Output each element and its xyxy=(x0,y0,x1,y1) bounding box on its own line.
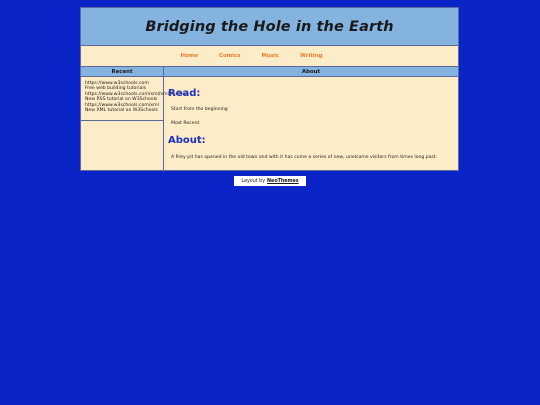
nav-comics-link[interactable]: Comics xyxy=(219,53,241,59)
recent-item[interactable]: https://www.w3schools.com/xml/xml_rss.asp xyxy=(85,91,188,97)
nav-music-link[interactable]: Music xyxy=(261,53,279,59)
site-title: Bridging the Hole in the Earth xyxy=(145,18,394,35)
sidebar-heading: Recent xyxy=(81,67,163,77)
start-from-beginning-link[interactable]: Start from the beginning xyxy=(171,107,228,112)
nav-writing-link[interactable]: Writing xyxy=(300,53,323,59)
footer-credit xyxy=(234,176,306,186)
footer-prefix: Layout by xyxy=(241,178,266,184)
about-text: A firey pit has opened in the old town and with it has come a series of new, unelcome visitors from times long past. xyxy=(171,155,438,160)
main-heading: About xyxy=(164,67,458,77)
about-heading: About: xyxy=(168,135,206,146)
recent-item[interactable]: New RSS tutorial on W3Schools xyxy=(85,97,158,103)
nav-home-link[interactable]: Home xyxy=(180,53,198,59)
neothemes-link[interactable]: NeoThemes xyxy=(267,178,299,184)
most-recent-link[interactable]: Most Recent xyxy=(171,121,200,126)
recent-item[interactable]: https://www.w3schools.com/xml xyxy=(85,102,159,108)
main-nav xyxy=(81,46,458,66)
recent-item[interactable]: https://www.w3schools.com xyxy=(85,81,149,86)
recent-item[interactable]: Free web building tutorials xyxy=(85,86,147,92)
recent-item[interactable]: New XML tutorial on W3Schools xyxy=(85,108,158,114)
page-container xyxy=(80,7,459,171)
site-header xyxy=(81,8,458,46)
main-content xyxy=(164,66,458,172)
read-heading: Read: xyxy=(168,88,201,99)
